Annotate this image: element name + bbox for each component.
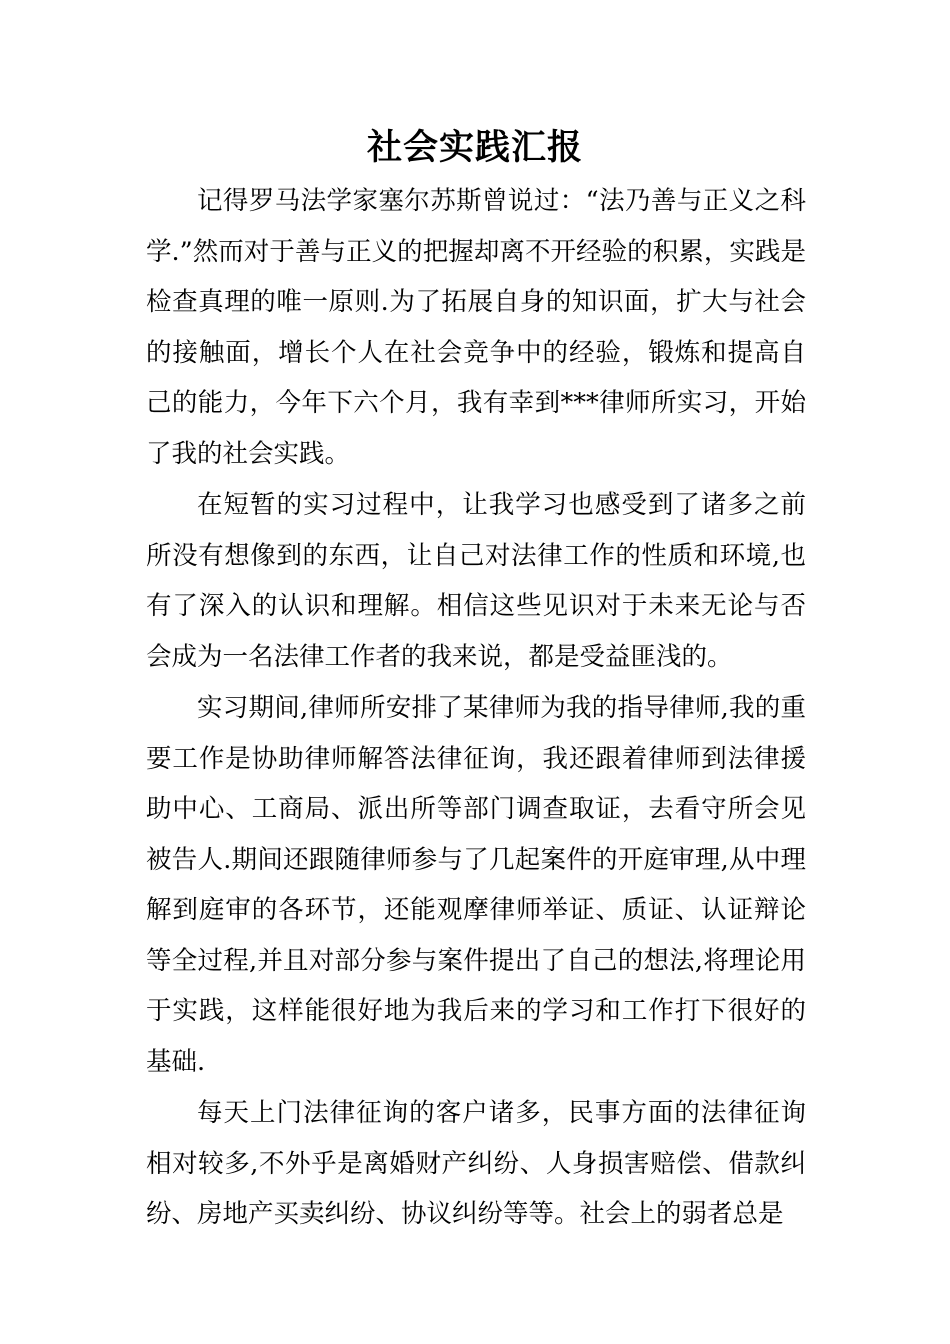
paragraph: 每天上门法律征询的客户诸多，民事方面的法律征询相对较多,不外乎是离婚财产纠纷、人身损害赔偿、借款纠纷、房地产买卖纠纷、协议纠纷等等。社会上的弱者总是 — [146, 1098, 806, 1229]
document-title: 社会实践汇报 — [366, 127, 583, 168]
paragraph: 记得罗马法学家塞尔苏斯曾说过：“法乃善与正义之科学.”然而对于善与正义的把握却离不开经验的积累，实践是检查真理的唯一原则.为了拓展自身的知识面，扩大与社会的接触面，增长个人在社会竞争中的经验，锻炼和提高自己的能力，今年下六个月，我有幸到***律师所实习，开始了我的社会实践。 — [146, 186, 806, 469]
paragraph: 在短暂的实习过程中，让我学习也感受到了诸多之前所没有想像到的东西，让自己对法律工作的性质和环境,也有了深入的认识和理解。相信这些见识对于未来无论与否会成为一名法律工作者的我来说，都是受益匪浅的。 — [146, 490, 806, 672]
paragraph: 实习期间,律师所安排了某律师为我的指导律师,我的重要工作是协助律师解答法律征询，我还跟着律师到法律援助中心、工商局、派出所等部门调查取证，去看守所会见被告人.期间还跟随律师参与了几起案件的开庭审理,从中理解到庭审的各环节，还能观摩律师举证、质证、认证辩论等全过程,并且对部分参与案件提出了自己的想法,将理论用于实践，这样能很好地为我后来的学习和工作打下很好的基础. — [146, 693, 806, 1077]
document-body — [146, 176, 806, 1241]
